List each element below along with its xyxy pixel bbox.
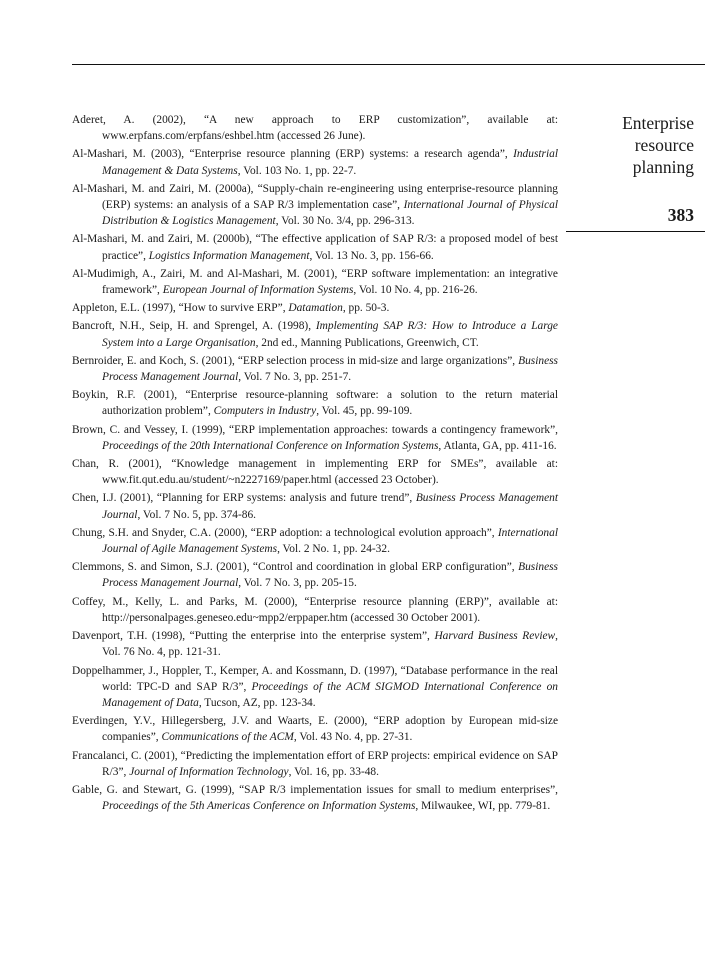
reference-text: Brown, C. and Vessey, I. (1999), “ERP implementation approaches: towards a contingency framework”, <box>72 423 558 436</box>
reference-entry <box>72 594 558 626</box>
reference-text: , Vol. 7 No. 3, pp. 205-15. <box>238 577 357 590</box>
running-title-line-2: resource <box>634 135 694 155</box>
reference-source-title: Harvard Business Review <box>434 630 556 643</box>
reference-source-title: Datamation <box>288 302 343 315</box>
reference-source-title: Implementing SAP R/3: How to Introduce a Large System into a Large Organisation <box>102 320 558 349</box>
reference-text: , Vol. 7 No. 3, pp. 251-7. <box>238 371 352 384</box>
reference-text: Chung, S.H. and Snyder, C.A. (2000), “ERP adoption: a technological evolution approach”, <box>72 526 498 539</box>
reference-entry <box>72 559 558 591</box>
reference-entry <box>72 387 558 419</box>
reference-entry <box>72 231 558 263</box>
reference-text: , Atlanta, GA, pp. 411-16. <box>438 439 557 452</box>
reference-text: Davenport, T.H. (1998), “Putting the enterprise into the enterprise system”, <box>72 630 435 643</box>
reference-text: Aderet, A. (2002), “A new approach to ERP customization”, available at: www.erpfans.com/erpfans/eshbel.htm (accessed 26 June). <box>72 114 558 143</box>
reference-text: Doppelhammer, J., Hoppler, T., Kemper, A. and Kossmann, D. (1997), “Database performance in the real world: TPC-D and SAP R/3”, <box>72 664 558 693</box>
reference-text: Chan, R. (2001), “Knowledge management in implementing ERP for SMEs”, available at: www.fit.qut.edu.au/student/~n2227169/paper.html (accessed 23 October). <box>72 458 558 487</box>
reference-entry <box>72 146 558 178</box>
reference-text: Al-Mudimigh, A., Zairi, M. and Al-Mashari, M. (2001), “ERP software implementation: an integrative framework”, <box>72 267 558 297</box>
reference-list <box>72 112 558 816</box>
reference-text: , Vol. 7 No. 5, pp. 374-86. <box>137 508 256 521</box>
reference-entry <box>72 525 558 557</box>
reference-text: , Vol. 2 No. 1, pp. 24-32. <box>277 543 390 556</box>
reference-entry <box>72 266 558 298</box>
reference-text: , Vol. 16, pp. 33-48. <box>288 765 379 778</box>
reference-source-title: Industrial Management & Data Systems <box>102 148 558 177</box>
reference-source-title: Business Process Management Journal <box>102 561 558 590</box>
reference-source-title: European Journal of Information Systems <box>162 284 354 297</box>
reference-entry <box>72 490 558 522</box>
reference-source-title: Communications of the ACM <box>161 731 294 744</box>
reference-source-title: Journal of Information Technology <box>129 765 289 778</box>
reference-text: , Vol. 43 No. 4, pp. 27-31. <box>293 731 413 744</box>
reference-entry <box>72 353 558 385</box>
reference-text: Boykin, R.F. (2001), “Enterprise resource-planning software: a solution to the return material authorization problem”, <box>72 389 558 418</box>
reference-source-title: Proceedings of the 5th Americas Conference on Information Systems <box>102 800 416 813</box>
reference-entry <box>72 456 558 488</box>
reference-text: Al-Mashari, M. (2003), “Enterprise resource planning (ERP) systems: a research agenda”, <box>72 148 514 161</box>
running-title-line-1: Enterprise <box>622 113 694 133</box>
reference-entry <box>72 748 558 780</box>
reference-text: , 2nd ed., Manning Publications, Greenwich, CT. <box>255 336 479 349</box>
reference-entry <box>72 300 558 316</box>
reference-text: , Milwaukee, WI, pp. 779-81. <box>415 800 551 813</box>
reference-text: , Tucson, AZ, pp. 123-34. <box>198 696 316 709</box>
top-rule <box>72 64 705 65</box>
reference-entry <box>72 663 558 712</box>
reference-text: , Vol. 10 No. 4, pp. 216-26. <box>353 284 478 297</box>
reference-text: Francalanci, C. (2001), “Predicting the implementation effort of ERP projects: empirical evidence on SAP R/3”, <box>72 749 558 778</box>
reference-entry <box>72 713 558 745</box>
reference-text: Al-Mashari, M. and Zairi, M. (2000b), “The effective application of SAP R/3: a proposed model of best practice”, <box>72 233 558 262</box>
reference-entry <box>72 318 558 350</box>
reference-text: Chen, I.J. (2001), “Planning for ERP systems: analysis and future trend”, <box>72 492 416 505</box>
reference-entry <box>72 181 558 230</box>
running-head <box>566 112 694 178</box>
running-title-line-3: planning <box>632 157 694 177</box>
page-number: 383 <box>667 205 694 225</box>
reference-source-title: Computers in Industry <box>213 405 317 418</box>
reference-text: Bernroider, E. and Koch, S. (2001), “ERP selection process in mid-size and large organizations”, <box>72 354 519 367</box>
reference-source-title: Proceedings of the ACM SIGMOD International Conference on Management of Data <box>102 680 558 709</box>
reference-text: Everdingen, Y.V., Hillegersberg, J.V. and Waarts, E. (2000), “ERP adoption by European mid-size companies”, <box>72 715 558 744</box>
reference-source-title: Proceedings of the 20th International Conference on Information Systems <box>102 439 439 452</box>
reference-text: , Vol. 76 No. 4, pp. 121-31. <box>102 630 558 659</box>
reference-text: , Vol. 45, pp. 99-109. <box>316 405 413 418</box>
reference-entry <box>72 422 558 454</box>
reference-text: Clemmons, S. and Simon, S.J. (2001), “Control and coordination in global ERP configuration”, <box>72 561 519 574</box>
reference-text: Gable, G. and Stewart, G. (1999), “SAP R/3 implementation issues for small to medium enterprises”, <box>72 783 558 796</box>
reference-text: , Vol. 30 No. 3/4, pp. 296-313. <box>275 215 415 228</box>
reference-text: Al-Mashari, M. and Zairi, M. (2000a), “Supply-chain re-engineering using enterprise-resource planning (ERP) systems: an analysis of a SAP R/3 implementation case”, <box>72 182 558 212</box>
reference-source-title: Logistics Information Management <box>148 249 310 262</box>
reference-source-title: International Journal of Agile Management Systems <box>102 526 558 556</box>
reference-text: , Vol. 13 No. 3, pp. 156-66. <box>309 249 434 262</box>
reference-text: Appleton, E.L. (1997), “How to survive ERP”, <box>72 302 289 315</box>
reference-entry <box>72 628 558 660</box>
reference-entry <box>72 112 558 144</box>
reference-source-title: International Journal of Physical Distribution & Logistics Management <box>102 199 558 228</box>
reference-entry <box>72 782 558 814</box>
reference-text: Coffey, M., Kelly, L. and Parks, M. (2000), “Enterprise resource planning (ERP)”, available at: http://personalpages.geneseo.edu~mpp2/erppaper.htm (accessed 30 October 2001). <box>72 595 558 624</box>
reference-text: , pp. 50-3. <box>342 302 390 315</box>
reference-source-title: Business Process Management Journal <box>102 354 558 384</box>
reference-text: Bancroft, N.H., Seip, H. and Sprengel, A. (1998), <box>72 320 316 333</box>
running-head-rule <box>566 231 705 232</box>
reference-text: , Vol. 103 No. 1, pp. 22-7. <box>237 164 357 177</box>
reference-source-title: Business Process Management Journal <box>102 492 559 521</box>
